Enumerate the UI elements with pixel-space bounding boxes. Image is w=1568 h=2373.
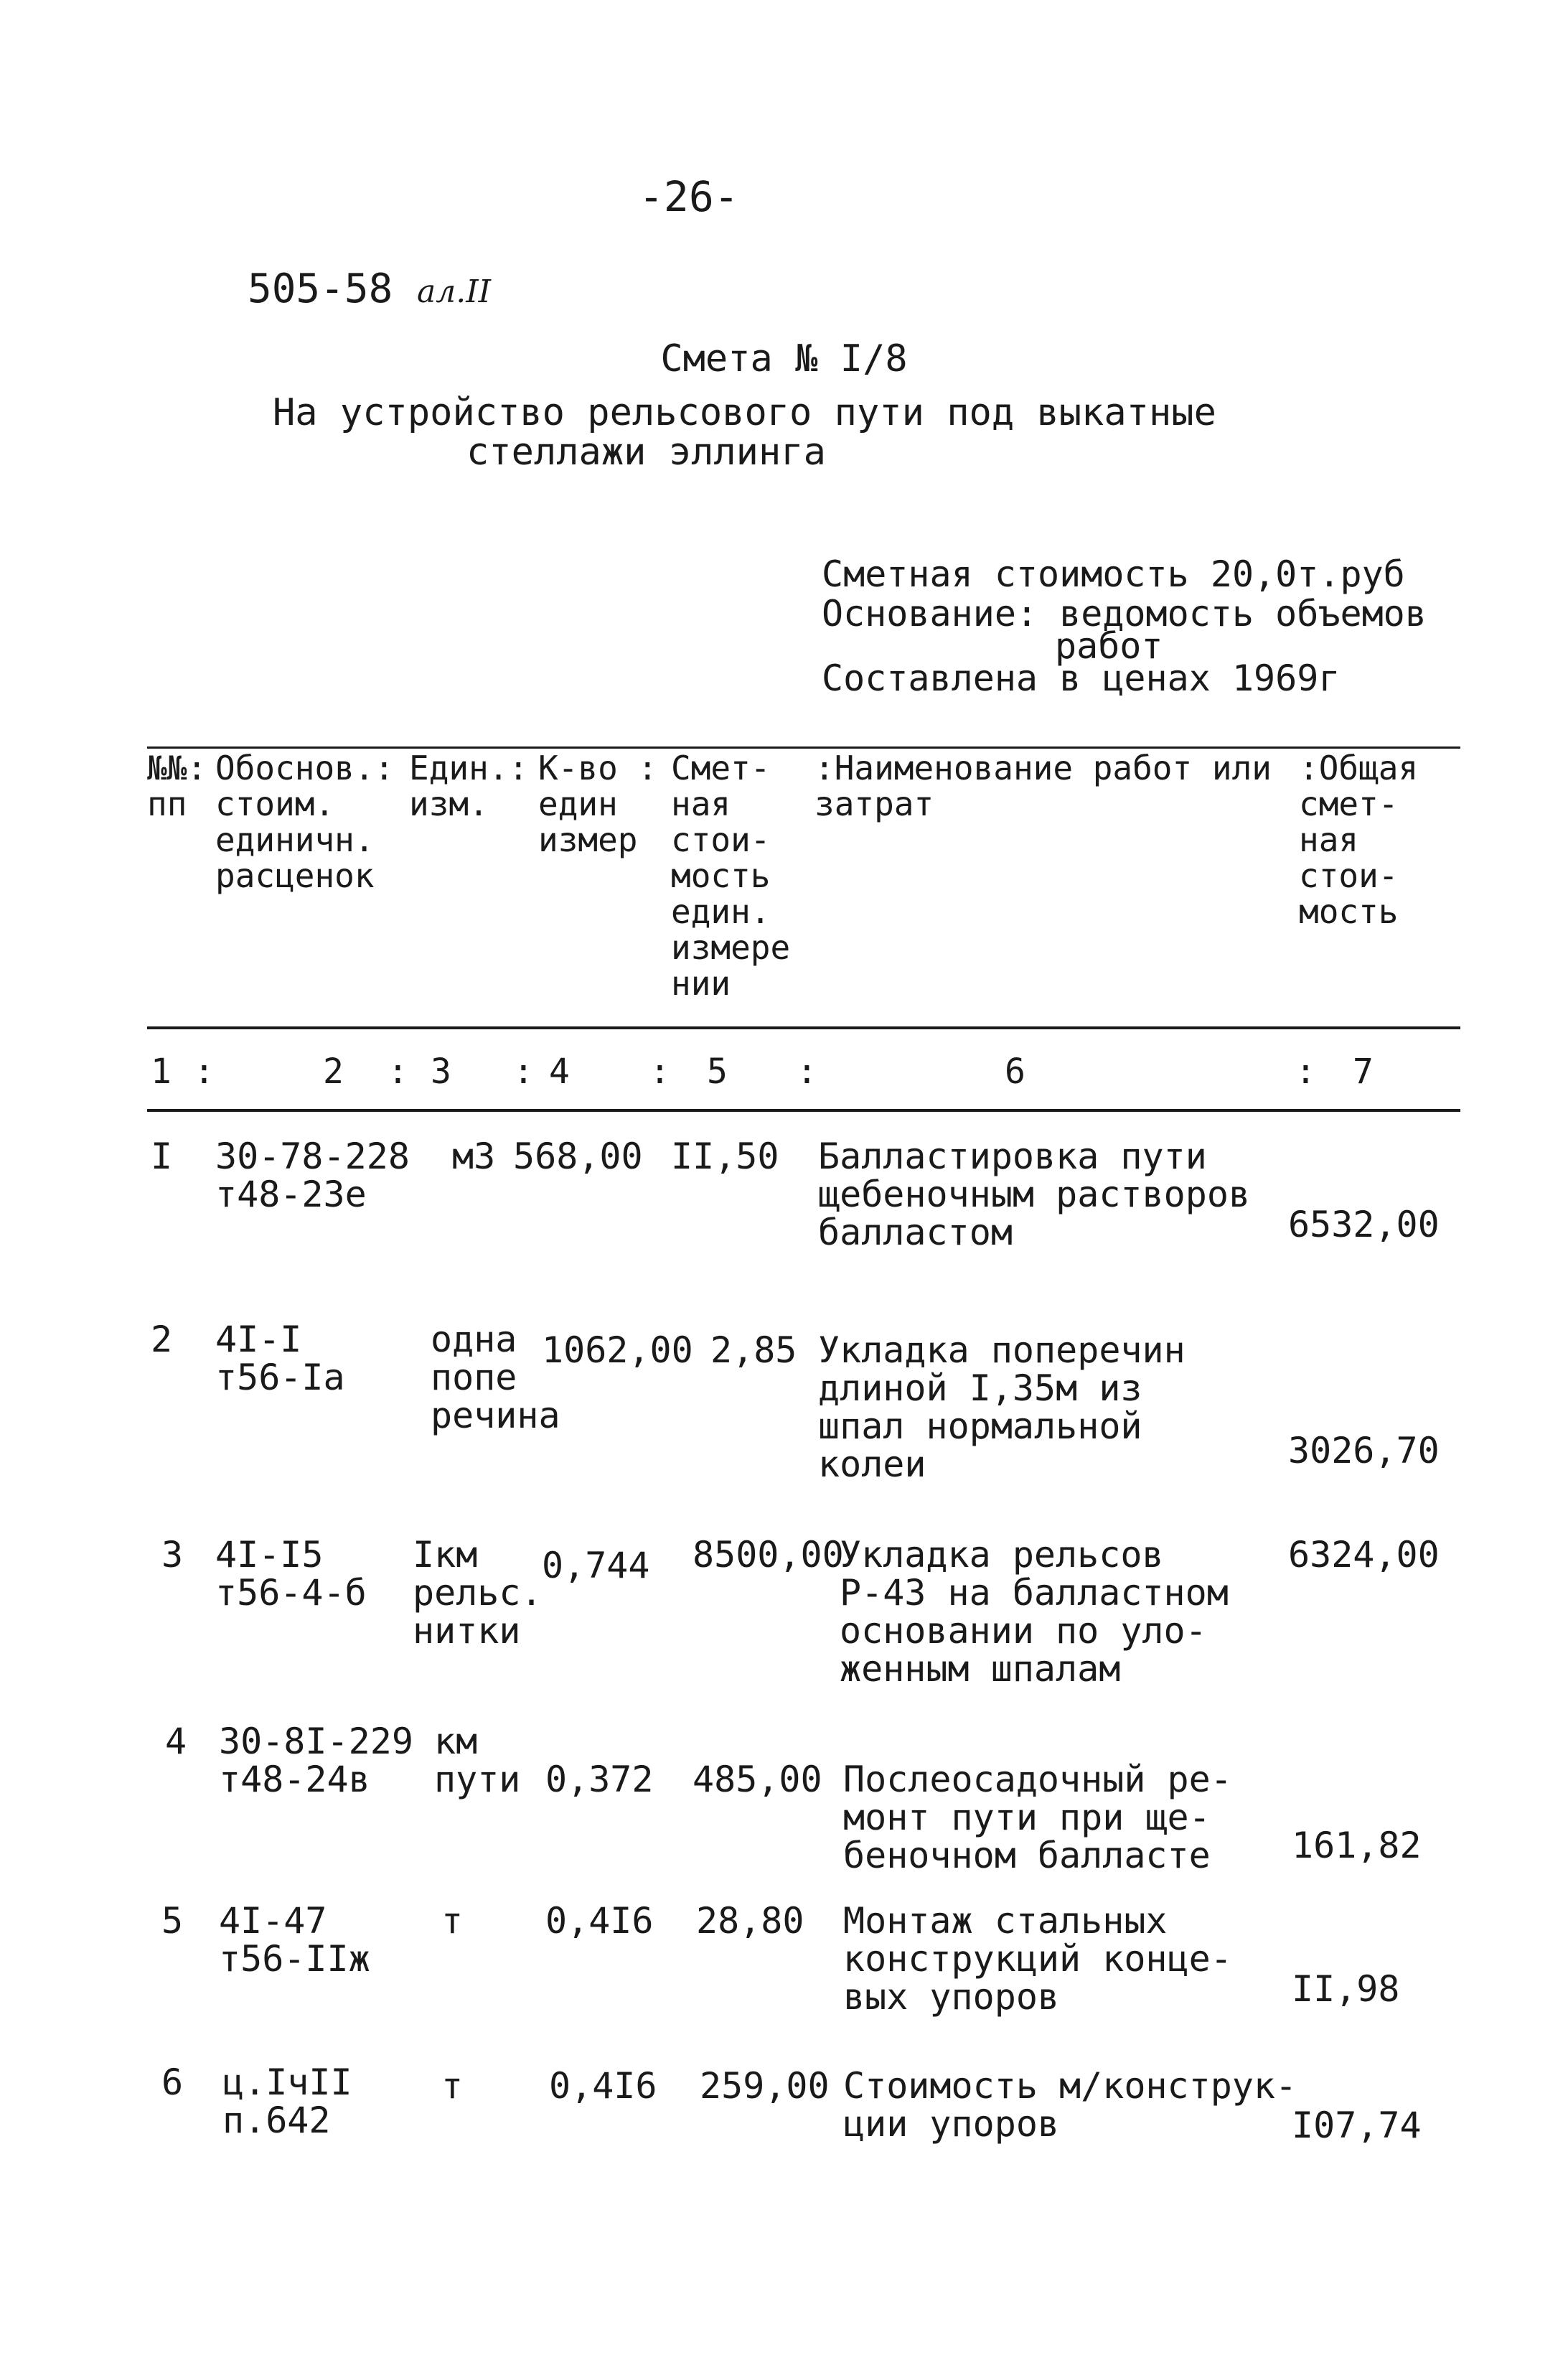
row-basis: 30-78-228 т48-23е bbox=[215, 1136, 410, 1215]
row-quantity: 0,372 bbox=[545, 1759, 654, 1800]
separator: : bbox=[388, 1052, 408, 1092]
header-col-total: :Общая смет- ная стои- мость bbox=[1299, 749, 1419, 931]
header-col-quantity: К-во : един измер bbox=[538, 749, 658, 859]
separator: : bbox=[797, 1052, 817, 1092]
row-number: 5 bbox=[161, 1900, 184, 1942]
basis-line-continued: работ bbox=[1055, 625, 1163, 667]
separator: : bbox=[194, 1052, 215, 1092]
row-number: 3 bbox=[161, 1534, 184, 1576]
estimated-cost-line: Сметная стоимость 20,0т.руб bbox=[822, 553, 1405, 595]
row-work-name: Укладка поперечин длиной I,35м из шпал нормальной колеи bbox=[818, 1329, 1186, 1485]
header-col-unit: Един.: изм. bbox=[409, 749, 529, 823]
row-quantity: 0,4I6 bbox=[545, 1900, 654, 1942]
separator: : bbox=[649, 1052, 670, 1092]
column-number-5: 5 bbox=[707, 1052, 728, 1092]
separator: : bbox=[513, 1052, 534, 1092]
row-total: II,98 bbox=[1292, 1968, 1400, 2010]
header-col-work-name: :Наименование работ или затрат bbox=[814, 749, 1272, 823]
column-number-6: 6 bbox=[1005, 1052, 1025, 1092]
row-quantity: 568,00 bbox=[513, 1136, 643, 1177]
row-unit: Iкм рельс. нитки bbox=[413, 1534, 543, 1652]
row-total: 3026,70 bbox=[1288, 1430, 1440, 1471]
row-basis: ц.IчII п.642 bbox=[222, 2061, 352, 2141]
row-work-name: Монтаж стальных конструкций конце- вых упоров bbox=[843, 1900, 1232, 2018]
header-col-basis: Обоснов.: стоим. единичн. расценок bbox=[215, 749, 395, 895]
page-number: -26- bbox=[639, 172, 739, 221]
column-numbers-rule bbox=[147, 1109, 1460, 1112]
header-col-number: №№: пп bbox=[147, 749, 207, 823]
column-number-2: 2 bbox=[323, 1052, 344, 1092]
row-total: 6324,00 bbox=[1288, 1534, 1440, 1576]
document-code-number: 505-58 bbox=[248, 266, 393, 312]
handwritten-note: ал.II bbox=[417, 273, 492, 310]
estimate-subtitle-line1: На устройство рельсового пути под выкатные bbox=[273, 391, 1216, 434]
row-unit-cost: 8500,00 bbox=[693, 1534, 844, 1576]
row-unit: т bbox=[441, 1900, 464, 1942]
row-unit-cost: II,50 bbox=[671, 1136, 779, 1177]
row-quantity: 1062,00 bbox=[542, 1329, 693, 1371]
prices-line: Составлена в ценах 1969г bbox=[822, 657, 1341, 699]
row-number: 4 bbox=[165, 1721, 187, 1762]
row-unit: км пути bbox=[434, 1721, 521, 1800]
column-number-3: 3 bbox=[431, 1052, 451, 1092]
row-unit: м3 bbox=[452, 1136, 496, 1177]
header-col-unit-cost: Смет- ная стои- мость един. измере нии bbox=[671, 749, 791, 1003]
row-unit-cost: 259,00 bbox=[700, 2065, 830, 2107]
row-quantity: 0,744 bbox=[542, 1545, 650, 1586]
row-number: I bbox=[151, 1136, 173, 1177]
row-unit-cost: 28,80 bbox=[696, 1900, 804, 1942]
row-work-name: Стоимость м/конструк- ции упоров bbox=[843, 2065, 1297, 2145]
row-work-name: Балластировка пути щебеночным растворов балластом bbox=[818, 1136, 1251, 1253]
row-basis: 4I-I5 т56-4-б bbox=[215, 1534, 367, 1614]
column-number-1: 1 bbox=[151, 1052, 172, 1092]
row-number: 2 bbox=[151, 1319, 173, 1360]
row-number: 6 bbox=[161, 2061, 184, 2103]
row-total: 6532,00 bbox=[1288, 1204, 1440, 1245]
row-work-name: Послеосадочный ре- монт пути при ще- беночном балласте bbox=[843, 1759, 1232, 1876]
row-work-name: Укладка рельсов Р-43 на балластном основании по уло- женным шпалам bbox=[840, 1534, 1229, 1690]
row-unit-cost: 2,85 bbox=[710, 1329, 797, 1371]
header-bottom-rule bbox=[147, 1026, 1460, 1029]
estimate-title: Смета № I/8 bbox=[660, 337, 908, 380]
estimate-subtitle-line2: стеллажи эллинга bbox=[466, 431, 826, 474]
column-number-4: 4 bbox=[549, 1052, 570, 1092]
row-quantity: 0,4I6 bbox=[549, 2065, 657, 2107]
row-unit: одна попе речина bbox=[431, 1319, 560, 1436]
row-total: 161,82 bbox=[1292, 1825, 1422, 1866]
document-code bbox=[248, 266, 491, 312]
row-basis: 30-8I-229 т48-24в bbox=[219, 1721, 413, 1800]
row-unit: т bbox=[441, 2065, 464, 2107]
row-unit-cost: 485,00 bbox=[693, 1759, 822, 1800]
row-total: I07,74 bbox=[1292, 2105, 1422, 2146]
separator: : bbox=[1295, 1052, 1316, 1092]
row-basis: 4I-I т56-Iа bbox=[215, 1319, 345, 1398]
basis-line: Основание: ведомость объемов bbox=[822, 593, 1427, 635]
column-number-7: 7 bbox=[1353, 1052, 1374, 1092]
row-basis: 4I-47 т56-IIж bbox=[219, 1900, 370, 1980]
